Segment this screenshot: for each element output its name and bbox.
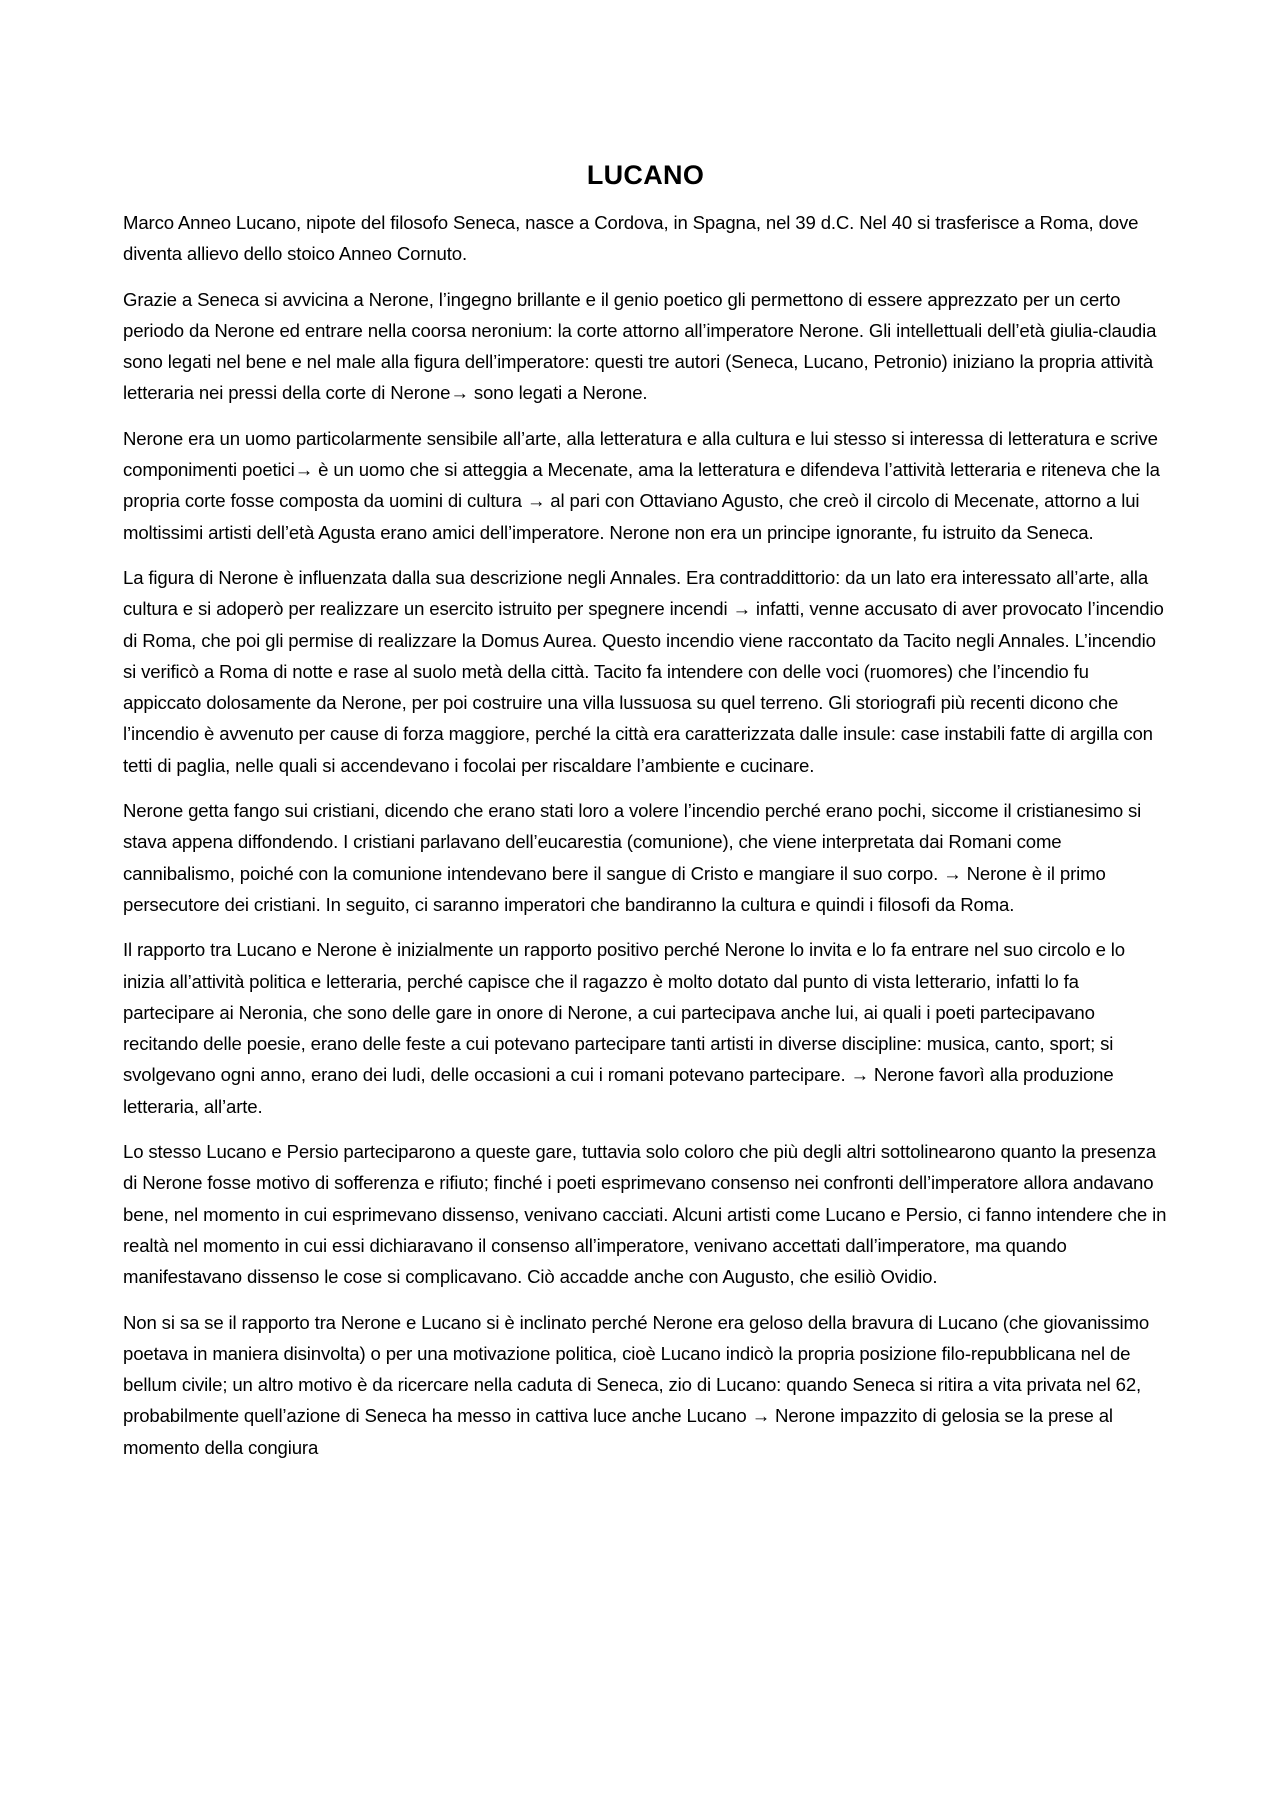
paragraph-5: Nerone getta fango sui cristiani, dicendo che erano stati loro a volere l’incendio perché erano pochi, siccome il cristianesimo si stava appena diffondendo. I cristiani parlavano dell’eucarestia (comunione), che viene interpretata dai Romani come cannibalismo, poiché con la comunione intendevano bere il sangue di Cristo e mangiare il suo corpo. → Nerone è il primo persecutore dei cristiani. In seguito, ci saranno imperatori che bandiranno la cultura e quindi i filosofi da Roma. [123, 800, 1142, 915]
paragraph-7: Lo stesso Lucano e Persio parteciparono a queste gare, tuttavia solo coloro che più degli altri sottolinearono quanto la presenza di Nerone fosse motivo di sofferenza e rifiuto; finché i poeti esprimevano consenso nei confronti dell’imperatore allora andavano bene, nel momento in cui esprimevano dissenso, venivano cacciati. Alcuni artisti come Lucano e Persio, ci fanno intendere che in realtà nel momento in cui essi dichiaravano il consenso all’imperatore, venivano accettati dall’imperatore, ma quando manifestavano dissenso le cose si complicavano. Ciò accadde anche con Augusto, che esiliò Ovidio. [123, 1141, 1167, 1288]
document-title: LUCANO [586, 160, 705, 190]
paragraph-3: Nerone era un uomo particolarmente sensibile all’arte, alla letteratura e alla cultura e lui stesso si interessa di letteratura e scrive componimenti poetici→ è un uomo che si atteggia a Mecenate, ama la letteratura e difendeva l’attività letteraria e riteneva che la propria corte fosse composta da uomini di cultura → al pari con Ottaviano Agusto, che creò il circolo di Mecenate, attorno a lui moltissimi artisti dell’età Agusta erano amici dell’imperatore. Nerone non era un principe ignorante, fu istruito da Seneca. [123, 427, 1160, 543]
paragraph-8: Non si sa se il rapporto tra Nerone e Lucano si è inclinato perché Nerone era geloso della bravura di Lucano (che giovanissimo poetava in maniera disinvolta) o per una motivazione politica, cioè Lucano indicò la propria posizione filo-repubblicana nel de bellum civile; un altro motivo è da ricercare nella caduta di Seneca, zio di Lucano: quando Seneca si ritira a vita privata nel 62, probabilmente quell’azione di Seneca ha messo in cattiva luce anche Lucano → Nerone impazzito di gelosia se la prese al momento della congiura [123, 1311, 1150, 1458]
paragraph-2: Grazie a Seneca si avvicina a Nerone, l’ingegno brillante e il genio poetico gli permettono di essere apprezzato per un certo periodo da Nerone ed entrare nella coorsa neronium: la corte attorno all’imperatore Nerone. Gli intellettuali dell’età giulia-claudia sono legati nel bene e nel male alla figura dell’imperatore: questi tre autori (Seneca, Lucano, Petronio) iniziano la propria attività letteraria nei pressi della corte di Nerone→ sono legati a Nerone. [123, 288, 1157, 404]
document-page [123, 155, 1168, 1477]
paragraph-4: La figura di Nerone è influenzata dalla sua descrizione negli Annales. Era contraddittorio: da un lato era interessato all’arte, alla cultura e si adoperò per realizzare un esercito istruito per spegnere incendi → infatti, venne accusato di aver provocato l’incendio di Roma, che poi gli permise di realizzare la Domus Aurea. Questo incendio viene raccontato da Tacito negli Annales. L’incendio si verificò a Roma di notte e rase al suolo metà della città. Tacito fa intendere con delle voci (ruomores) che l’incendio fu appiccato dolosamente da Nerone, per poi costruire una villa lussuosa su quel terreno. Gli storiografi più recenti dicono che l’incendio è avvenuto per cause di forza maggiore, perché la città era caratterizzata dalle insule: case instabili fatte di argilla con tetti di paglia, nelle quali si accendevano i focolai per riscaldare l’ambiente e cucinare. [123, 566, 1164, 776]
paragraph-6: Il rapporto tra Lucano e Nerone è inizialmente un rapporto positivo perché Nerone lo invita e lo fa entrare nel suo circolo e lo inizia all’attività politica e letteraria, perché capisce che il ragazzo è molto dotato dal punto di vista letterario, infatti lo fa partecipare ai Neronia, che sono delle gare in onore di Nerone, a cui partecipava anche lui, ai quali i poeti partecipavano recitando delle poesie, erano delle feste a cui potevano partecipare tanti artisti in diverse discipline: musica, canto, sport; si svolgevano ogni anno, erano dei ludi, delle occasioni a cui i romani potevano partecipare. → Nerone favorì alla produzione letteraria, all’arte. [123, 939, 1125, 1117]
paragraph-1: Marco Anneo Lucano, nipote del filosofo Seneca, nasce a Cordova, in Spagna, nel 39 d.C. Nel 40 si trasferisce a Roma, dove diventa allievo dello stoico Anneo Cornuto. [123, 212, 1139, 265]
